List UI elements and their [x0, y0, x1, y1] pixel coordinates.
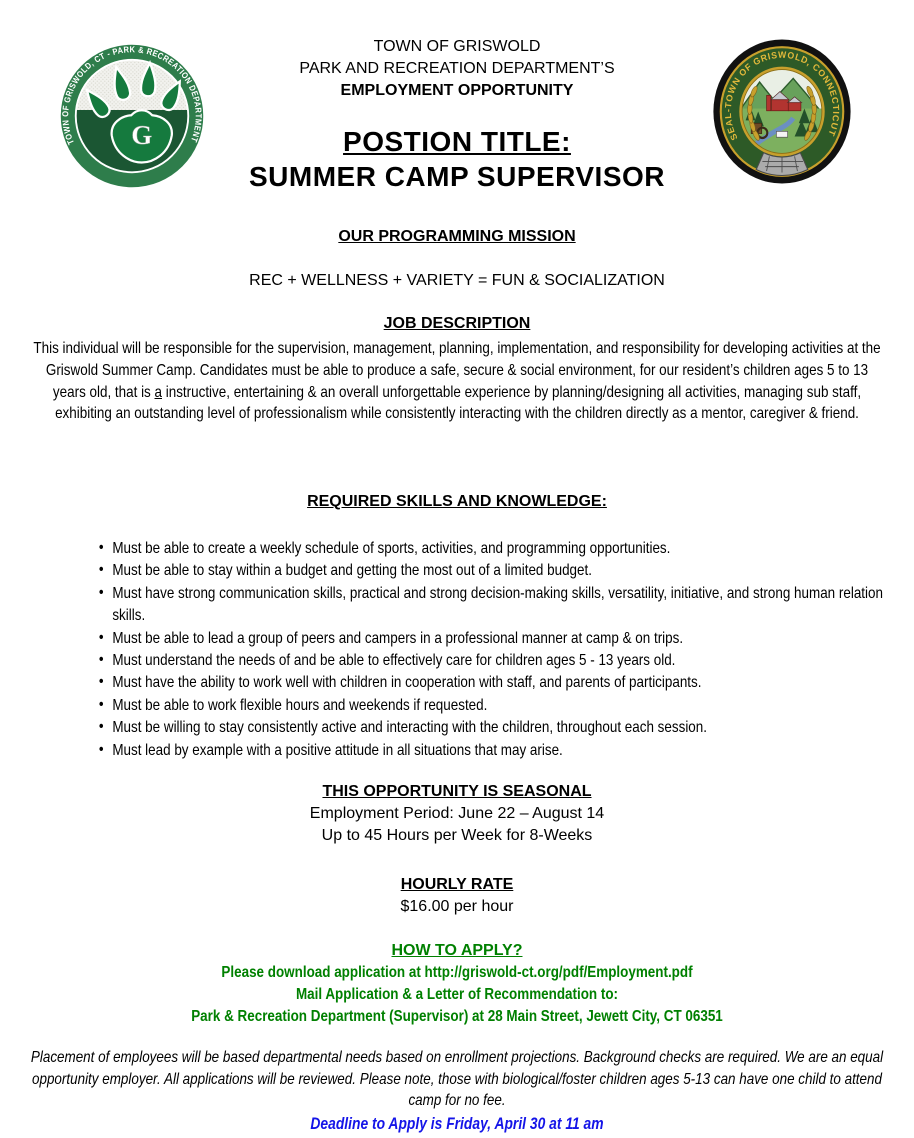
badge-ring-text: TOWN OF GRISWOLD, CT - PARK & RECREATION DEPARTMENT	[60, 44, 204, 147]
skill-item: • Must be able to stay within a budget and getting the most out of a limited budget.	[112, 560, 907, 582]
skill-item: • Must have strong communication skills, practical and strong decision-making skills, versatility, initiative, and strong human relation skills.	[112, 583, 907, 628]
job-description-paragraph	[30, 338, 883, 470]
hourly-rate-value: $16.00 per hour	[400, 898, 514, 915]
position-title-label: POSTION TITLE:	[343, 126, 571, 157]
skill-item: • Must be able to create a weekly schedule of sports, activities, and programming opportunities.	[112, 538, 907, 560]
job-paragraph-part2: instructive, entertaining & an overall unforgettable experience by planning/designing all activities, managing sub staff, exhibiting an outstanding level of professionalism while consistently interacting with the children directly as a mentor, caregiver & friend.	[55, 383, 862, 423]
apply-mail-line: Mail Application & a Letter of Recommendation to:	[295, 986, 619, 1003]
skills-list	[30, 538, 907, 763]
badge-center-letter: G	[131, 119, 153, 150]
footer-note: Placement of employees will be based departmental needs based on enrollment projections. Background checks are required. We are an equal opportunity employer. All applications will be reviewed. Please note, those with biological/foster children ages 5-13 can have one child to attend camp for no fee.	[30, 1049, 884, 1110]
job-description-heading: JOB DESCRIPTION	[383, 315, 531, 332]
job-paragraph-part1: This individual will be responsible for the supervision, management, planning, implementation, and responsibility for developing activities at the Griswold Summer Camp. Candidates must be able to produce a safe, secure & social environment, for our resident’s children ages 5 to 13 years old, that is	[33, 340, 881, 401]
org-line-3: EMPLOYMENT OPPORTUNITY	[340, 82, 574, 99]
apply-download-line: Please download application at http://griswold-ct.org/pdf/Employment.pdf	[221, 964, 693, 981]
seasonal-hours: Up to 45 Hours per Week for 8-Weeks	[321, 827, 593, 844]
org-heading	[0, 36, 914, 102]
mission-formula: REC + WELLNESS + VARIETY = FUN & SOCIALIZATION	[249, 272, 665, 289]
skill-item: • Must understand the needs of and be able to effectively care for children ages 5 - 13 years old.	[112, 650, 907, 672]
position-title-block	[0, 124, 914, 194]
org-line-1: TOWN OF GRISWOLD	[373, 38, 541, 55]
skill-item: • Must have the ability to work well with children in cooperation with staff, and parents of participants.	[112, 672, 907, 694]
job-paragraph-underlined-a: a	[154, 383, 163, 401]
skill-item: • Must be able to lead a group of peers and campers in a professional manner at camp & on trips.	[112, 628, 907, 650]
deadline-line: Deadline to Apply is Friday, April 30 at 11 am	[310, 1115, 604, 1133]
position-title-value: SUMMER CAMP SUPERVISOR	[248, 161, 666, 192]
seasonal-period: Employment Period: June 22 – August 14	[309, 805, 605, 822]
seal-ring-text: SEAL-TOWN OF GRISWOLD, CONNECTICUT	[723, 49, 841, 143]
apply-heading: HOW TO APPLY?	[391, 942, 523, 959]
header	[0, 0, 914, 226]
skill-item: • Must lead by example with a positive attitude in all situations that may arise.	[112, 740, 907, 762]
apply-address-line: Park & Recreation Department (Supervisor) at 28 Main Street, Jewett City, CT 06351	[191, 1008, 723, 1025]
hourly-rate-heading: HOURLY RATE	[400, 876, 514, 893]
seasonal-heading: THIS OPPORTUNITY IS SEASONAL	[322, 783, 592, 800]
org-line-2: PARK AND RECREATION DEPARTMENT’S	[299, 60, 615, 77]
mission-heading: OUR PROGRAMMING MISSION	[338, 228, 576, 245]
skills-heading: REQUIRED SKILLS AND KNOWLEDGE:	[307, 493, 607, 510]
skill-item: • Must be willing to stay consistently active and interacting with the children, throughout each session.	[112, 717, 907, 739]
skill-item: • Must be able to work flexible hours and weekends if requested.	[112, 695, 907, 717]
